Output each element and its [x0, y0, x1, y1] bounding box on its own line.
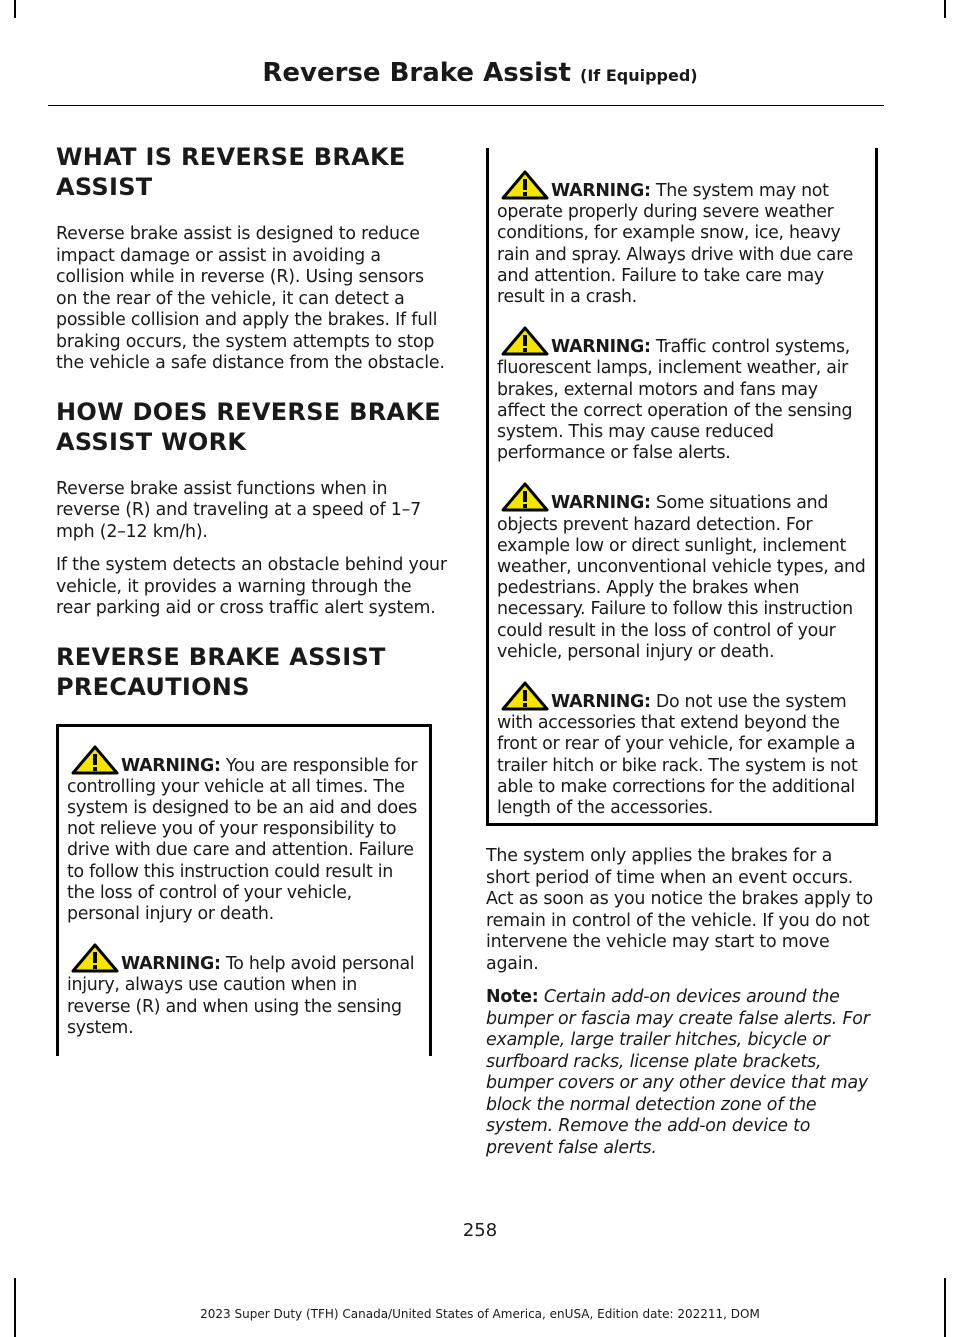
warning-text: To help avoid personal injury, always use caution when in reverse (R) and when using the sensing system. [67, 954, 415, 1038]
warning-label: WARNING: [551, 692, 651, 713]
heading-precautions: REVERSE BRAKE ASSIST PRECAUTIONS [56, 642, 386, 701]
warning-item [67, 745, 421, 926]
warning-text: The system may not operate properly during severe weather conditions, for example snow, ice, heavy rain and spray. Always drive with due care and attention. Failure to take care may result in a crash. [497, 181, 854, 308]
paragraph-detects: If the system detects an obstacle behind your vehicle, it provides a warning through the rear parking aid or cross traffic alert system. [56, 555, 447, 618]
warning-label: WARNING: [551, 181, 651, 201]
heading-how-does: HOW DOES REVERSE BRAKE ASSIST WORK [56, 397, 441, 456]
page-number: 258 [462, 1220, 498, 1241]
left-column [56, 142, 448, 1056]
warning-triangle-icon [501, 482, 549, 512]
warning-triangle-icon [501, 326, 549, 356]
page-footer: 2023 Super Duty (TFH) Canada/United States of America, enUSA, Edition date: 202211, DOM [200, 1307, 760, 1321]
header-title: Reverse Brake Assist [262, 58, 571, 88]
right-column [486, 148, 878, 1171]
heading-what-is: WHAT IS REVERSE BRAKE ASSIST [56, 143, 406, 201]
warning-box-left [56, 724, 432, 1056]
warning-label: WARNING: [121, 954, 221, 975]
warning-text: You are responsible for controlling your vehicle at all times. The system is designed to be an aid and does not relieve you of your responsibility to drive with due care and attention. Failure to follow this instruction could result in the loss of control of your vehicle, personal injury or death. [67, 755, 418, 924]
warning-triangle-icon [71, 943, 119, 973]
note-paragraph [486, 987, 878, 1159]
header-title-suffix: (If Equipped) [580, 66, 698, 85]
warning-box-right [486, 148, 878, 826]
warning-item [67, 943, 421, 1039]
warning-triangle-icon [501, 170, 549, 200]
note-text: Certain add-on devices around the bumper or fascia may create false alerts. For example, large trailer hitches, bicycle or surfboard racks, license plate brackets, bumper covers or any other device that may block the normal detection zone of the system. Remove the add-on device to prevent false alerts. [486, 987, 870, 1158]
warning-item [497, 482, 867, 663]
paragraph-speed: Reverse brake assist functions when in reverse (R) and traveling at a speed of 1–7 mph (2–12 km/h). [56, 478, 421, 542]
paragraph-short-period: The system only applies the brakes for a short period of time when an event occurs. Act as soon as you notice the brakes apply to remain in control of the vehicle. If you do not intervene the vehicle may start to move again. [486, 846, 873, 974]
warning-item [497, 326, 867, 464]
warning-item [497, 681, 867, 819]
page-header [0, 58, 960, 88]
warning-label: WARNING: [551, 493, 651, 514]
header-rule [48, 105, 884, 106]
crop-mark-top-left [14, 0, 16, 18]
warning-text: Traffic control systems, fluorescent lamps, inclement weather, air brakes, external motors and fans may affect the correct operation of the sensing system. This may cause reduced performance or false alerts. [497, 337, 853, 464]
warning-triangle-icon [71, 745, 119, 775]
warning-label: WARNING: [551, 337, 651, 358]
warning-text: Some situations and objects prevent hazard detection. For example low or direct sunlight, inclement weather, unconventional vehicle types, and pedestrians. Apply the brakes when necessary. Failure to follow this instruction could result in the loss of control of your vehicle, personal injury or death. [497, 493, 866, 662]
warning-text: Do not use the system with accessories that extend beyond the front or rear of your vehicle, for example a trailer hitch or bike rack. The system is not able to make corrections for the additional length of the accessories. [497, 692, 858, 819]
warning-triangle-icon [501, 681, 549, 711]
note-label: Note: [486, 987, 539, 1007]
warning-label: WARNING: [121, 755, 221, 776]
crop-mark-top-right [944, 0, 946, 18]
paragraph-what-is: Reverse brake assist is designed to reduce impact damage or assist in avoiding a collision while in reverse (R). Using sensors on the rear of the vehicle, it can detect a possible collision and apply the brakes. If full braking occurs, the system attempts to stop the vehicle a safe distance from the obstacle. [56, 224, 445, 373]
warning-item [497, 170, 867, 308]
